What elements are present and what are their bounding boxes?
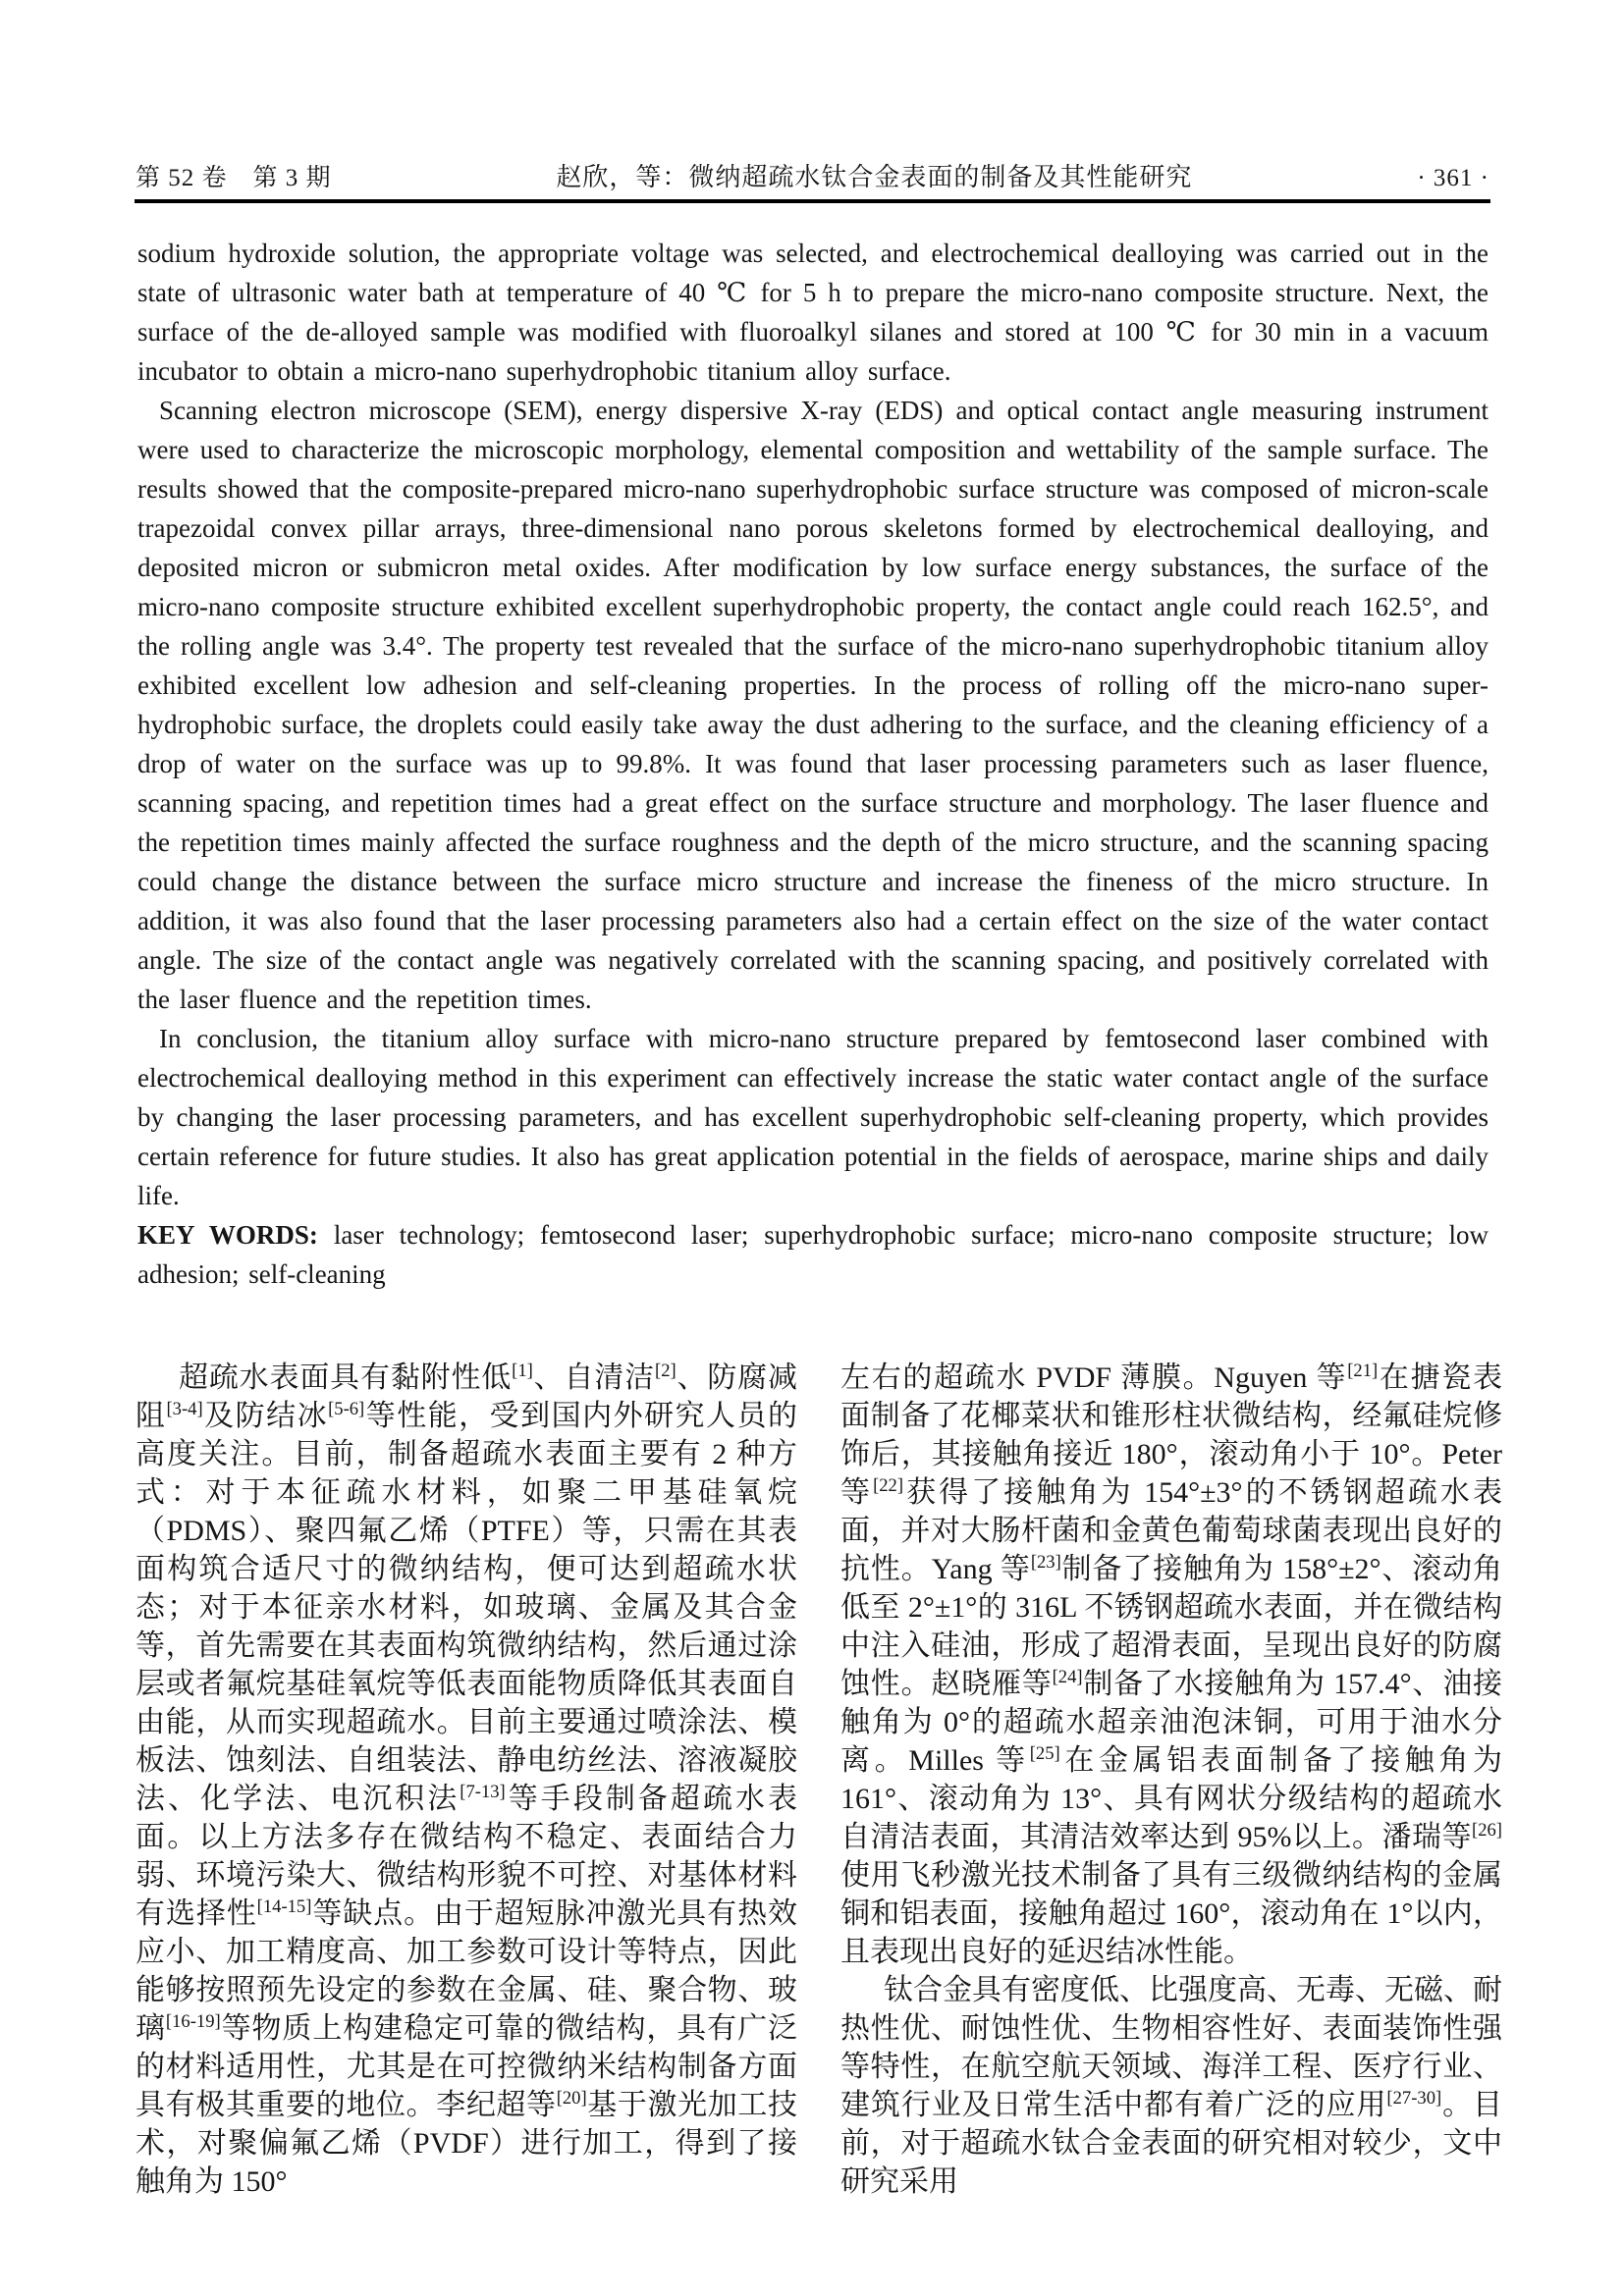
reference-superscript: [14-15] — [256, 1896, 312, 1917]
page-number: · 361 · — [1417, 165, 1489, 191]
keywords-line — [137, 1215, 1489, 1294]
reference-superscript: [21] — [1347, 1361, 1379, 1381]
reference-superscript: [22] — [873, 1475, 904, 1496]
reference-superscript: [5-6] — [328, 1399, 365, 1419]
abstract-paragraph-1: sodium hydroxide solution, the appropriate voltage was selected, and electrochemical dealloying was carried out in the state of ultrasonic water bath at temperature of 40 ℃ for 5 h to prepare the micro-nano composite structure. Next, the surface of the de-alloyed sample was modified with fluoroalkyl silanes and stored at 100 ℃ for 30 min in a vacuum incubator to obtain a micro-nano superhydrophobic titanium alloy surface. — [137, 239, 1489, 386]
journal-volume-issue: 第 52 卷 第 3 期 — [135, 165, 332, 191]
reference-superscript: [24] — [1052, 1667, 1083, 1687]
page-header — [135, 157, 1489, 193]
abstract-section — [137, 234, 1489, 1294]
reference-superscript: [23] — [1030, 1552, 1061, 1573]
abstract-paragraph-3: In conclusion, the titanium alloy surface with micro-nano structure prepared by femtosecond laser combined with electrochemical dealloying method in this experiment can effectively increase the static water contact angle of the surface by changing the laser processing parameters, and has excellent superhydrophobic self-cleaning property, which provides certain reference for future studies. It also has great application potential in the fields of aerospace, marine ships and daily life. — [137, 1024, 1489, 1210]
reference-superscript: [16-19] — [165, 2011, 221, 2032]
reference-superscript: [7-13] — [460, 1782, 506, 1802]
header-rule — [135, 199, 1490, 203]
body-paragraph-titanium: 钛合金具有密度低、比强度高、无毒、无磁、耐热性优、耐蚀性优、生物相容性好、表面装饰性强等特性，在航空航天领域、海洋工程、医疗行业、建筑行业及日常生活中都有着广泛的应用[27-30]。目前，对于超疏水钛合金表面的研究相对较少，文中研究采用 — [840, 1974, 1503, 2198]
body-columns — [135, 1359, 1502, 2201]
keywords-text: laser technology; femtosecond laser; superhydrophobic surface; micro-nano composite structure; low adhesion; self-cleaning — [137, 1220, 1489, 1289]
body-paragraph-intro: 超疏水表面具有黏附性低[1]、自清洁[2]、防腐减阻[3-4]及防结冰[5-6]等性能，受到国内外研究人员的高度关注。目前，制备超疏水表面主要有 2 种方式：对于本征疏水材料，如聚二甲基硅氧烷（PDMS）、聚四氟乙烯（PTFE）等，只需在其表面构筑合适尺寸的微纳结构，便可达到超疏水状态；对于本征亲水材料，如玻璃、金属及其合金等，首先需要在其表面构筑微纳结构，然后通过涂层或者氟烷基硅氧烷等低表面能物质降低其表面自由能，从而实现超疏水。目前主要通过喷涂法、模板法、蚀刻法、自组装法、静电纺丝法、溶液凝胶法、化学法、电沉积法[7-13]等手段制备超疏水表面。以上方法多存在微结构不稳定、表面结合力弱、环境污染大、微结构形貌不可控、对基体材料有选择性[14-15]等缺点。由于超短脉冲激光具有热效应小、加工精度高、加工参数可设计等特点，因此能够按照预先设定的参数在金属、硅、聚合物、玻璃[16-19]等物质上构建稳定可靠的微结构，具有广泛的材料适用性，尤其是在可控微纳米结构制备方面具有极其重要的地位。李纪超等[20]基于激光加工技术，对聚偏氟乙烯（PVDF）进行加工，得到了接触角为 150° — [135, 1361, 798, 2198]
abstract-paragraph-2: Scanning electron microscope (SEM), energy dispersive X-ray (EDS) and optical contact angle measuring instrument were used to characterize the microscopic morphology, elemental composition and wettability of the sample surface. The results showed that the composite-prepared micro-nano superhydrophobic surface structure was composed of micron-scale trapezoidal convex pillar arrays, three-dimensional nano porous skeletons formed by electrochemical dealloying, and deposited micron or submicron metal oxides. After modification by low surface energy substances, the surface of the micro-nano composite structure exhibited excellent superhydrophobic property, the contact angle could reach 162.5°, and the rolling angle was 3.4°. The property test revealed that the surface of the micro-nano superhydrophobic titanium alloy exhibited excellent low adhesion and self-cleaning properties. In the process of rolling off the micro-nano super-hydrophobic surface, the droplets could easily take away the dust adhering to the surface, and the cleaning efficiency of a drop of water on the surface was up to 99.8%. It was found that laser processing parameters such as laser fluence, scanning spacing, and repetition times had a great effect on the surface structure and morphology. The laser fluence and the repetition times mainly affected the surface roughness and the depth of the micro structure, and the scanning spacing could change the distance between the surface micro structure and increase the fineness of the micro structure. In addition, it was also found that the laser processing parameters also had a certain effect on the size of the water contact angle. The size of the contact angle was negatively correlated with the scanning spacing, and positively correlated with the laser fluence and the repetition times. — [137, 396, 1489, 1014]
reference-superscript: [3-4] — [166, 1399, 203, 1419]
running-title: 赵欣，等：微纳超疏水钛合金表面的制备及其性能研究 — [556, 163, 1193, 191]
reference-superscript: [2] — [655, 1361, 677, 1381]
reference-superscript: [20] — [556, 2088, 587, 2109]
keywords-label: KEY WORDS: — [137, 1220, 318, 1250]
body-paragraph-continued: 左右的超疏水 PVDF 薄膜。Nguyen 等[21]在搪瓷表面制备了花椰菜状和锥形柱状微结构，经氟硅烷修饰后，其接触角接近 180°，滚动角小于 10°。Peter 等[22]获得了接触角为 154°±3°的不锈钢超疏水表面，并对大肠杆菌和金黄色葡萄球菌表现出良好的抗性。Yang 等[23]制备了接触角为 158°±2°、滚动角低至 2°±1°的 316L 不锈钢超疏水表面，并在微结构中注入硅油，形成了超滑表面，呈现出良好的防腐蚀性。赵晓雁等[24]制备了水接触角为 157.4°、油接触角为 0°的超疏水超亲油泡沫铜，可用于油水分离。Milles 等[25]在金属铝表面制备了接触角为 161°、滚动角为 13°、具有网状分级结构的超疏水自清洁表面，其清洁效率达到 95%以上。潘瑞等[26]使用飞秒激光技术制备了具有三级微纳结构的金属铜和铝表面，接触角超过 160°，滚动角在 1°以内，且表现出良好的延迟结冰性能。 — [840, 1361, 1503, 1968]
reference-superscript: [1] — [512, 1361, 533, 1381]
reference-superscript: [26] — [1472, 1820, 1502, 1841]
right-column — [840, 1359, 1502, 2201]
reference-superscript: [27-30] — [1386, 2088, 1442, 2109]
left-column — [135, 1359, 797, 2201]
reference-superscript: [25] — [1029, 1743, 1060, 1764]
